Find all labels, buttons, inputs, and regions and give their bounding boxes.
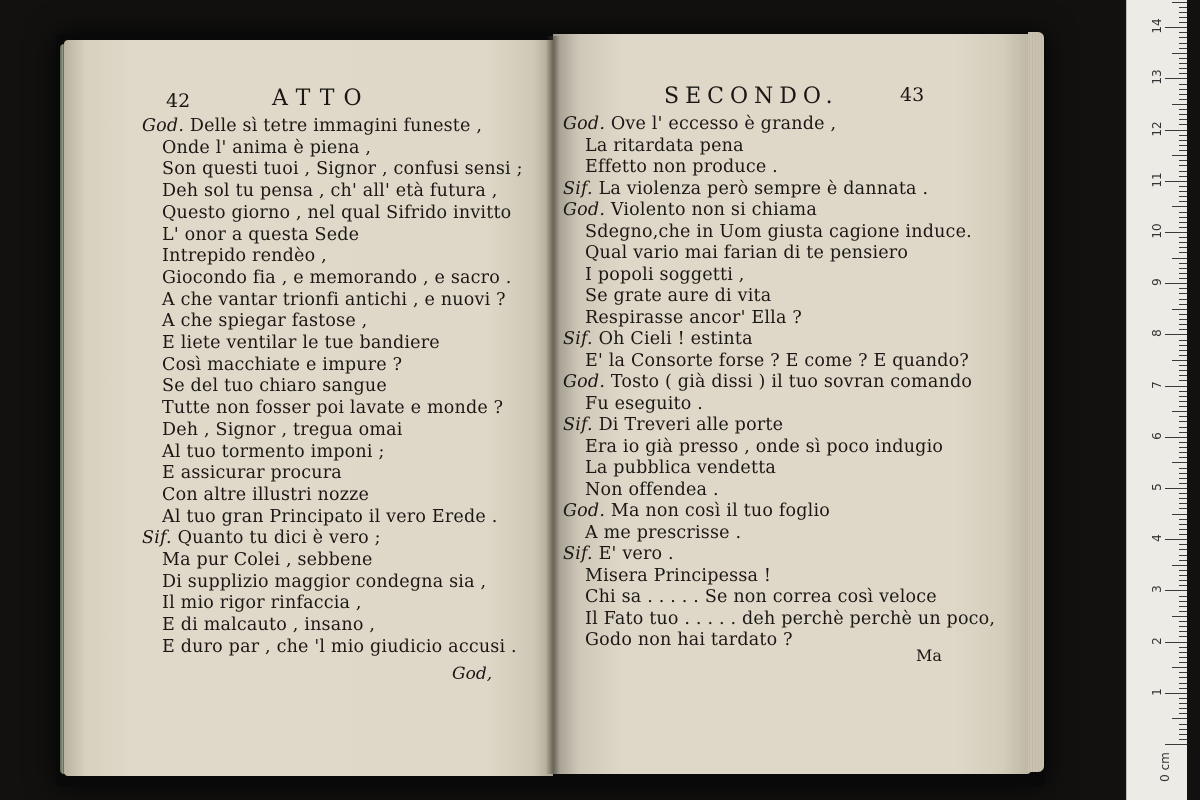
verse-line xyxy=(162,507,497,529)
verse-line xyxy=(563,372,972,394)
verse-text: L' onor a questa Sede xyxy=(162,224,360,245)
ruler-tick xyxy=(1165,488,1187,489)
verse-text: E' la Consorte forse ? E come ? E quando? xyxy=(585,350,969,371)
verse-line xyxy=(563,501,830,523)
ruler-tick xyxy=(1179,89,1187,90)
ruler-tick xyxy=(1179,252,1187,253)
ruler-tick xyxy=(1179,575,1187,576)
ruler-tick xyxy=(1179,698,1187,699)
ruler-tick xyxy=(1179,683,1187,684)
ruler-tick xyxy=(1179,222,1187,223)
verse-line xyxy=(585,587,937,609)
ruler-tick xyxy=(1179,585,1187,586)
ruler-tick xyxy=(1179,299,1187,300)
speaker-label: Sif. xyxy=(563,178,593,199)
ruler-tick xyxy=(1179,519,1187,520)
ruler-number: 11 xyxy=(1150,172,1164,188)
verse-text: Tutte non fosser poi lavate e monde ? xyxy=(162,398,504,419)
ruler-tick xyxy=(1179,447,1187,448)
ruler-tick xyxy=(1179,621,1187,622)
right-page-edges xyxy=(1028,32,1044,772)
ruler-tick xyxy=(1179,380,1187,381)
ruler-tick xyxy=(1179,329,1187,330)
ruler-tick xyxy=(1179,99,1187,100)
ruler-tick xyxy=(1172,462,1187,463)
ruler-tick xyxy=(1179,688,1187,689)
ruler-tick xyxy=(1179,396,1187,397)
ruler-number: 4 xyxy=(1150,534,1164,543)
verse-line xyxy=(162,203,511,225)
ruler-tick xyxy=(1165,693,1187,694)
verse-text: Era io già presso , onde sì poco indugio xyxy=(585,436,944,457)
ruler-number: 6 xyxy=(1150,431,1164,440)
ruler-tick xyxy=(1179,355,1187,356)
verse-line xyxy=(585,243,908,265)
ruler-tick xyxy=(1179,503,1187,504)
verse-line xyxy=(162,593,362,615)
verse-text: Il mio rigor rinfaccia , xyxy=(162,593,362,614)
ruler-number: 13 xyxy=(1150,69,1164,86)
ruler-tick xyxy=(1165,130,1187,131)
ruler-tick xyxy=(1179,191,1187,192)
ruler-tick xyxy=(1179,432,1187,433)
ruler-tick xyxy=(1179,263,1187,264)
verse-text: Quanto tu dici è vero ; xyxy=(177,528,381,549)
verse-text: Onde l' anima è piena , xyxy=(162,137,372,158)
ruler-tick xyxy=(1179,611,1187,612)
verse-line xyxy=(585,480,719,502)
verse-text: Il Fato tuo . . . . . deh perchè perchè un poco, xyxy=(585,608,996,629)
speaker-label: God. xyxy=(563,114,606,134)
verse-text: Al tuo gran Principato il vero Erede . xyxy=(162,506,498,527)
ruler-tick xyxy=(1165,744,1187,745)
ruler-tick xyxy=(1172,2,1187,3)
ruler-tick xyxy=(1179,401,1187,402)
ruler-tick xyxy=(1179,370,1187,371)
ruler-tick xyxy=(1179,606,1187,607)
ruler-tick xyxy=(1172,360,1187,361)
ruler-tick xyxy=(1179,442,1187,443)
verse-text: Se del tuo chiaro sangue xyxy=(162,376,387,397)
ruler-tick xyxy=(1179,340,1187,341)
book-spine xyxy=(546,36,560,774)
verse-line xyxy=(162,355,402,377)
verse-text: Qual vario mai farian di te pensiero xyxy=(585,243,909,263)
ruler-tick xyxy=(1179,457,1187,458)
verse-text: A me prescrisse . xyxy=(585,522,742,543)
ruler-tick xyxy=(1179,365,1187,366)
ruler-tick xyxy=(1179,580,1187,581)
ruler-tick xyxy=(1179,549,1187,550)
ruler-tick xyxy=(1179,498,1187,499)
ruler-number: 9 xyxy=(1150,278,1164,287)
verse-line xyxy=(585,394,703,416)
verse-line xyxy=(585,265,745,287)
ruler-tick xyxy=(1179,150,1187,151)
ruler-tick xyxy=(1179,176,1187,177)
ruler-tick xyxy=(1179,406,1187,407)
verse-line xyxy=(162,333,440,355)
ruler-tick xyxy=(1179,22,1187,23)
ruler-tick xyxy=(1165,181,1187,182)
ruler-tick xyxy=(1179,416,1187,417)
verse-text: Oh Cieli ! estinta xyxy=(598,329,753,349)
ruler-tick xyxy=(1172,258,1187,259)
verse-text: La pubblica vendetta xyxy=(585,458,777,478)
verse-line xyxy=(162,615,375,637)
verse-text: A che vantar trionfi antichi , e nuovi ? xyxy=(162,289,506,310)
verse-text: Tosto ( già dissi ) il tuo sovran comando xyxy=(610,372,973,392)
ruler-tick xyxy=(1172,155,1187,156)
verse-line xyxy=(563,415,783,437)
ruler-tick xyxy=(1179,734,1187,735)
verse-text: Questo giorno , nel qual Sifrido invitto xyxy=(162,202,512,223)
verse-line xyxy=(162,268,511,290)
ruler-tick xyxy=(1179,124,1187,125)
ruler-tick xyxy=(1179,288,1187,289)
verse-text: Ma pur Colei , sebbene xyxy=(162,550,373,570)
verse-line xyxy=(162,463,342,485)
ruler-tick xyxy=(1165,539,1187,540)
ruler-tick xyxy=(1179,140,1187,141)
ruler-tick xyxy=(1179,708,1187,709)
ruler-tick xyxy=(1179,73,1187,74)
ruler-tick xyxy=(1179,703,1187,704)
ruler-tick xyxy=(1179,652,1187,653)
ruler-number: 8 xyxy=(1150,329,1164,338)
verse-line xyxy=(162,637,517,659)
verse-line xyxy=(162,442,385,464)
verse-line xyxy=(162,376,387,398)
ruler-tick xyxy=(1179,314,1187,315)
ruler-tick xyxy=(1179,7,1187,8)
ruler-tick xyxy=(1165,232,1187,233)
ruler-tick xyxy=(1172,411,1187,412)
verse-text: Chi sa . . . . . Se non correa così veloce xyxy=(585,587,937,607)
ruler-tick xyxy=(1165,27,1187,28)
verse-text: Con altre illustri nozze xyxy=(162,484,370,505)
right-running-head: SECONDO. xyxy=(664,84,839,109)
verse-text: Ma non così il tuo foglio xyxy=(610,501,830,521)
verse-line xyxy=(585,630,793,652)
speaker-label: Sif. xyxy=(563,329,593,349)
ruler-tick xyxy=(1179,119,1187,120)
verse-line xyxy=(585,458,776,480)
ruler-tick xyxy=(1179,212,1187,213)
speaker-label: Sif. xyxy=(563,415,593,435)
ruler-tick xyxy=(1179,729,1187,730)
ruler-tick xyxy=(1179,304,1187,305)
ruler-tick xyxy=(1179,391,1187,392)
verse-text: Giocondo fia , e memorando , e sacro . xyxy=(162,267,512,288)
ruler-tick xyxy=(1179,570,1187,571)
verse-line xyxy=(162,225,359,247)
ruler-tick xyxy=(1179,227,1187,228)
verse-line xyxy=(162,181,498,203)
verse-line xyxy=(162,159,523,181)
ruler-tick xyxy=(1179,94,1187,95)
ruler-tick xyxy=(1179,350,1187,351)
ruler-number: 10 xyxy=(1150,223,1164,239)
verse-text: Al tuo tormento imponi ; xyxy=(162,441,385,462)
ruler-tick xyxy=(1179,560,1187,561)
ruler-tick xyxy=(1179,135,1187,136)
ruler-tick xyxy=(1179,237,1187,238)
verse-line xyxy=(162,420,403,442)
verse-line xyxy=(162,572,486,594)
ruler-tick xyxy=(1179,626,1187,627)
verse-text: Son questi tuoi , Signor , confusi sensi ; xyxy=(162,159,523,180)
verse-text: Effetto non produce . xyxy=(585,157,778,177)
verse-line xyxy=(585,523,741,545)
verse-text: Di Treveri alle porte xyxy=(598,415,784,435)
verse-text: Respirasse ancor' Ella ? xyxy=(585,307,802,328)
verse-line xyxy=(162,398,503,420)
verse-line xyxy=(585,222,972,244)
ruler-tick xyxy=(1179,165,1187,166)
ruler-tick xyxy=(1179,631,1187,632)
ruler-tick xyxy=(1165,78,1187,79)
ruler-tick xyxy=(1179,452,1187,453)
ruler-tick xyxy=(1179,427,1187,428)
ruler-tick xyxy=(1179,493,1187,494)
verse-line xyxy=(162,290,506,312)
ruler-tick xyxy=(1172,206,1187,207)
measuring-ruler xyxy=(1126,0,1187,800)
verse-line xyxy=(563,544,674,566)
right-text-block xyxy=(553,34,1031,774)
ruler-tick xyxy=(1179,421,1187,422)
ruler-tick xyxy=(1179,84,1187,85)
right-catchword: Ma xyxy=(916,646,942,665)
verse-text: Misera Principessa ! xyxy=(585,565,772,586)
ruler-tick xyxy=(1172,309,1187,310)
speaker-label: God. xyxy=(563,200,606,220)
verse-text: La ritardata pena xyxy=(585,135,744,156)
verse-line xyxy=(162,138,371,160)
verse-text: I popoli soggetti , xyxy=(585,264,745,285)
ruler-tick xyxy=(1179,201,1187,202)
verse-line xyxy=(585,351,969,373)
left-page-number: 42 xyxy=(166,90,191,112)
verse-text: A che spiegar fastose , xyxy=(162,311,368,332)
verse-line xyxy=(585,286,771,308)
verse-text: Se grate aure di vita xyxy=(585,286,772,306)
ruler-tick xyxy=(1179,242,1187,243)
ruler-tick xyxy=(1179,534,1187,535)
ruler-tick xyxy=(1179,268,1187,269)
ruler-tick xyxy=(1179,145,1187,146)
ruler-number: 12 xyxy=(1150,120,1164,137)
ruler-tick xyxy=(1179,171,1187,172)
ruler-tick xyxy=(1179,739,1187,740)
verse-text: Deh , Signor , tregua omai xyxy=(162,419,403,440)
verse-text: Non offendea . xyxy=(585,479,719,500)
ruler-tick xyxy=(1179,483,1187,484)
ruler-tick xyxy=(1179,37,1187,38)
verse-line xyxy=(162,246,327,268)
ruler-tick xyxy=(1179,555,1187,556)
ruler-tick xyxy=(1179,114,1187,115)
verse-text: Fu eseguito . xyxy=(585,393,704,414)
ruler-tick xyxy=(1179,724,1187,725)
ruler-tick xyxy=(1179,478,1187,479)
verse-text: E duro par , che 'l mio giudicio accusi . xyxy=(162,636,517,657)
ruler-tick xyxy=(1165,642,1187,643)
verse-line xyxy=(162,485,369,507)
ruler-tick xyxy=(1179,468,1187,469)
ruler-tick xyxy=(1179,109,1187,110)
ruler-tick xyxy=(1179,596,1187,597)
right-page xyxy=(553,34,1031,774)
ruler-tick xyxy=(1165,386,1187,387)
verse-text: Ove l' eccesso è grande , xyxy=(610,114,837,134)
verse-line xyxy=(563,179,928,201)
ruler-tick xyxy=(1179,68,1187,69)
ruler-tick xyxy=(1179,713,1187,714)
left-catchword: God, xyxy=(452,664,493,684)
ruler-tick xyxy=(1179,529,1187,530)
speaker-label: Sif. xyxy=(563,544,593,564)
verse-line xyxy=(162,550,373,572)
ruler-number: 2 xyxy=(1150,636,1164,645)
ruler-tick xyxy=(1179,672,1187,673)
ruler-tick xyxy=(1179,345,1187,346)
ruler-tick xyxy=(1179,48,1187,49)
speaker-label: God. xyxy=(563,501,606,521)
ruler-number: 14 xyxy=(1150,18,1164,34)
verse-line xyxy=(585,136,744,158)
ruler-number: 1 xyxy=(1150,687,1164,696)
ruler-tick xyxy=(1179,43,1187,44)
ruler-tick xyxy=(1172,104,1187,105)
ruler-tick xyxy=(1179,160,1187,161)
ruler-tick xyxy=(1179,662,1187,663)
ruler-tick xyxy=(1179,677,1187,678)
verse-text: La violenza però sempre è dannata . xyxy=(598,178,929,199)
verse-text: Intrepido rendèo , xyxy=(162,246,327,267)
ruler-unit-label: 0 cm xyxy=(1157,752,1172,782)
ruler-tick xyxy=(1179,524,1187,525)
ruler-tick xyxy=(1172,53,1187,54)
ruler-tick xyxy=(1179,319,1187,320)
ruler-tick xyxy=(1165,590,1187,591)
ruler-tick xyxy=(1179,247,1187,248)
verse-line xyxy=(585,308,802,330)
ruler-number: 5 xyxy=(1150,483,1164,491)
verse-line xyxy=(162,311,367,333)
verse-line xyxy=(585,157,778,179)
verse-text: E assicurar procura xyxy=(162,463,342,484)
ruler-tick xyxy=(1179,58,1187,59)
ruler-tick xyxy=(1179,636,1187,637)
ruler-tick xyxy=(1179,186,1187,187)
ruler-tick xyxy=(1179,324,1187,325)
speaker-label: Sif. xyxy=(142,528,172,549)
ruler-tick xyxy=(1179,63,1187,64)
verse-text: Deh sol tu pensa , ch' all' età futura , xyxy=(162,181,498,202)
ruler-tick xyxy=(1179,657,1187,658)
verse-text: Violento non si chiama xyxy=(610,200,817,220)
right-page-number: 43 xyxy=(900,84,925,106)
ruler-tick xyxy=(1172,616,1187,617)
ruler-tick xyxy=(1172,514,1187,515)
ruler-tick xyxy=(1172,667,1187,668)
ruler-tick xyxy=(1172,565,1187,566)
left-running-head: ATTO xyxy=(272,86,371,111)
verse-text: E' vero . xyxy=(598,544,674,564)
verse-text: Di supplizio maggior condegna sia , xyxy=(162,571,487,592)
speaker-label: God. xyxy=(142,116,185,136)
verse-text: Delle sì tetre immagini funeste , xyxy=(189,116,483,136)
verse-line xyxy=(585,609,995,631)
ruler-tick xyxy=(1179,17,1187,18)
verse-text: E liete ventilar le tue bandiere xyxy=(162,333,440,353)
verse-line xyxy=(563,114,836,136)
ruler-tick xyxy=(1179,375,1187,376)
ruler-tick xyxy=(1179,601,1187,602)
ruler-tick xyxy=(1179,508,1187,509)
verse-text: Sdegno,che in Uom giusta cagione induce. xyxy=(585,221,972,242)
verse-line xyxy=(585,566,771,588)
verse-line xyxy=(563,329,753,351)
verse-line xyxy=(563,200,817,222)
ruler-tick xyxy=(1179,293,1187,294)
verse-text: Così macchiate e impure ? xyxy=(162,354,403,375)
ruler-tick xyxy=(1179,196,1187,197)
ruler-tick xyxy=(1179,278,1187,279)
verse-line xyxy=(585,437,943,459)
ruler-tick xyxy=(1179,32,1187,33)
ruler-tick xyxy=(1179,544,1187,545)
ruler-tick xyxy=(1165,283,1187,284)
ruler-tick xyxy=(1179,12,1187,13)
verse-line xyxy=(142,116,482,138)
ruler-tick xyxy=(1165,437,1187,438)
verse-text: Godo non hai tardato ? xyxy=(585,630,793,650)
ruler-number: 7 xyxy=(1150,380,1164,389)
ruler-tick xyxy=(1179,273,1187,274)
ruler-tick xyxy=(1179,647,1187,648)
ruler-tick xyxy=(1165,334,1187,335)
speaker-label: God. xyxy=(563,372,606,392)
ruler-tick xyxy=(1172,718,1187,719)
ruler-tick xyxy=(1179,473,1187,474)
ruler-number: 3 xyxy=(1150,585,1164,594)
verse-text: E di malcauto , insano , xyxy=(162,615,376,636)
ruler-tick xyxy=(1179,217,1187,218)
verse-line xyxy=(142,528,381,550)
